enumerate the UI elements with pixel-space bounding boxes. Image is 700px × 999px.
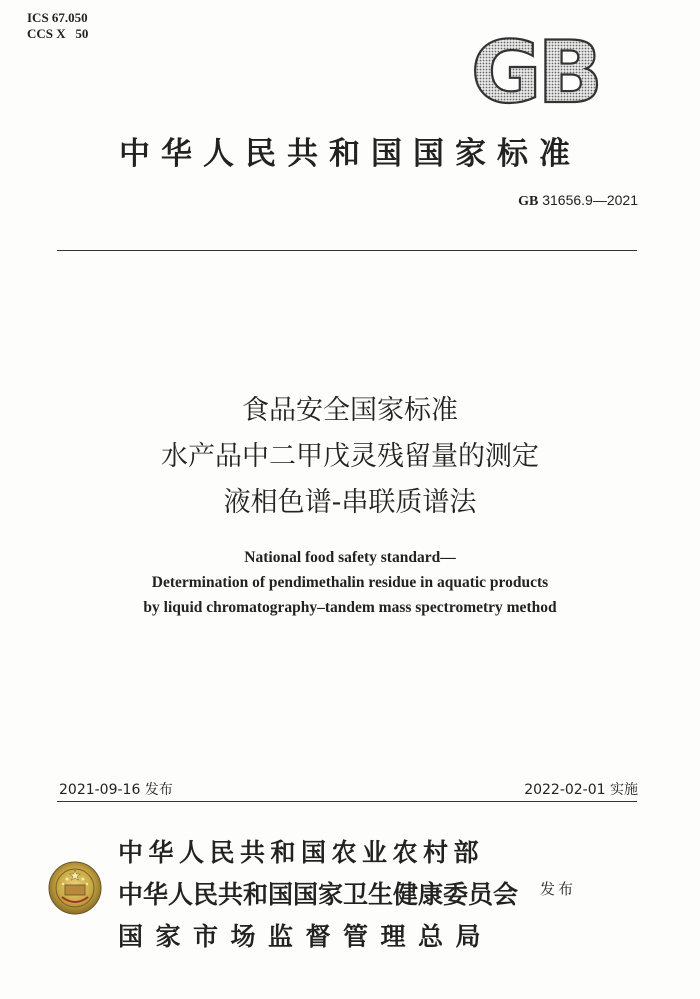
top-divider: [57, 250, 637, 251]
bottom-divider: [57, 801, 637, 802]
gb-logo: [455, 32, 615, 110]
issuing-authorities: [118, 832, 518, 958]
issuer-market-regulation: 国家市场监督管理总局: [118, 922, 494, 951]
publish-label: 发布: [540, 880, 577, 898]
english-title-line-2: Determination of pendimethalin residue in aquatic products: [151, 574, 549, 591]
english-title: [0, 545, 700, 620]
issuer-health-commission: 中华人民共和国国家卫生健康委员会: [118, 880, 519, 909]
chinese-title-line-1: 食品安全国家标准: [242, 395, 458, 426]
standard-number-value: 31656.9—2021: [542, 192, 638, 208]
chinese-title-line-3: 液相色谱-串联质谱法: [223, 487, 477, 518]
country-standard-title: 中华人民共和国国家标准: [119, 136, 581, 172]
national-emblem-icon: [48, 861, 102, 915]
english-title-line-3: by liquid chromatography–tandem mass spectrometry method: [143, 599, 557, 616]
svg-text:GB: GB: [470, 32, 600, 110]
ics-code: ICS 67.050: [27, 10, 88, 25]
standard-number: [518, 192, 638, 210]
chinese-title-line-2: 水产品中二甲戊灵残留量的测定: [161, 441, 539, 472]
implementation-date: 2022-02-01 实施: [524, 782, 638, 798]
english-title-line-1: National food safety standard—: [244, 549, 456, 566]
standard-prefix: GB: [518, 194, 539, 209]
issuer-ministry-agriculture: 中华人民共和国农业农村部: [118, 838, 485, 867]
classification-codes: [27, 10, 88, 42]
issue-date: 2021-09-16 发布: [59, 782, 173, 798]
chinese-title: [0, 388, 700, 526]
ccs-code: CCS X 50: [27, 26, 89, 41]
